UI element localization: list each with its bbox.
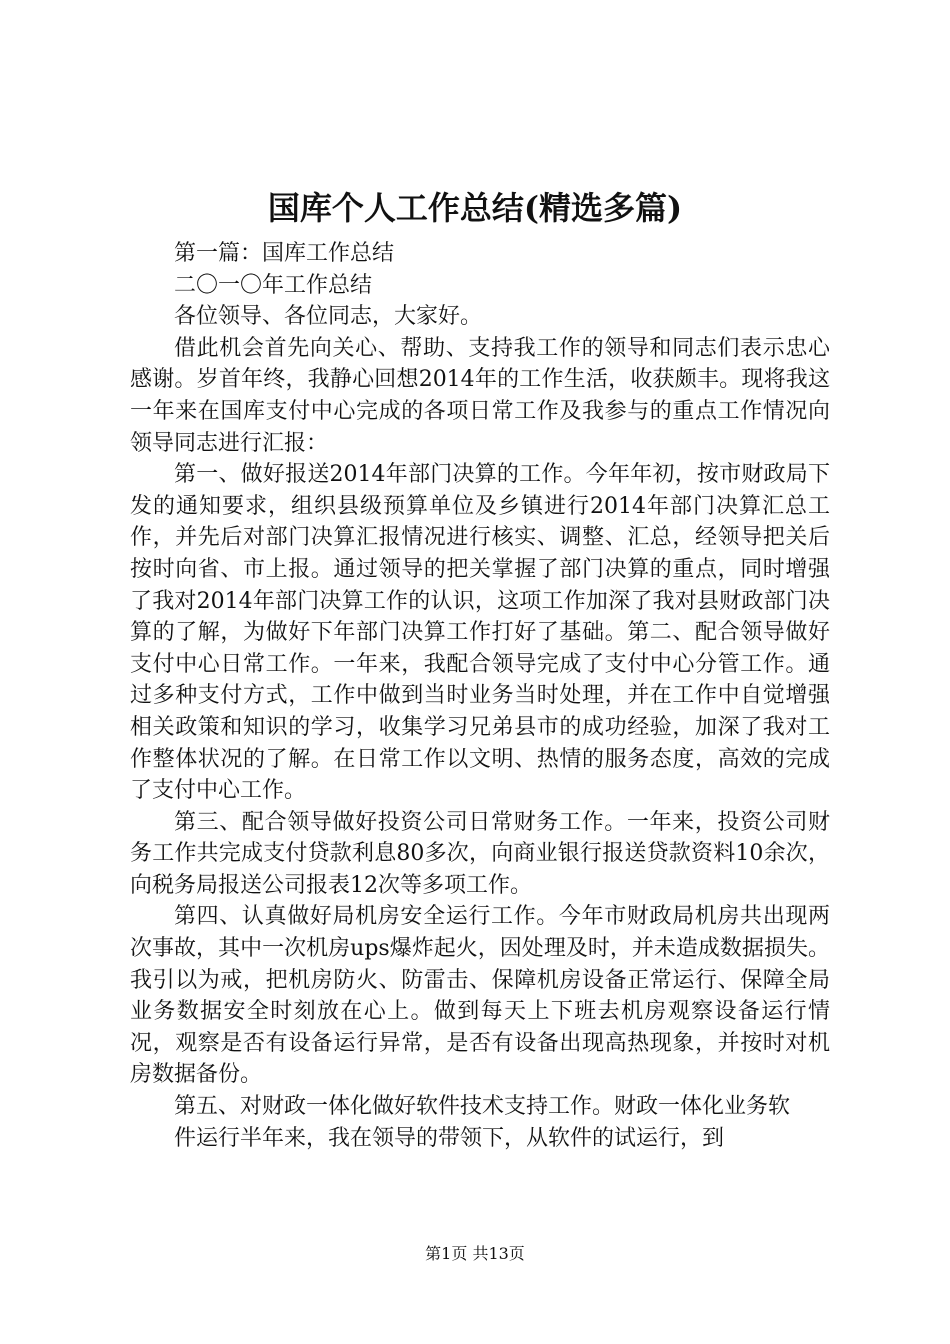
paragraph-report-title: 二〇一〇年工作总结: [174, 272, 373, 298]
document-title: 国库个人工作总结(精选多篇): [267, 189, 683, 227]
paragraph-item-four: 第四、认真做好局机房安全运行工作。今年市财政局机房共出现两次事故，其中一次机房ups爆炸起火，因处理及时，并未造成数据损失。我引以为戒，把机房防火、防雷击、保障机房设备正常运行、保障全局业务数据安全时刻放在心上。做到每天上下班去机房观察设备运行情况，观察是否有设备运行异常，是否有设备出现高热现象，并按时对机房数据备份。: [130, 904, 830, 1088]
paragraph-item-one-two: 第一、做好报送2014年部门决算的工作。今年年初，按市财政局下发的通知要求，组织县级预算单位及乡镇进行2014年部门决算汇总工作，并先后对部门决算汇报情况进行核实、调整、汇总，经领导把关后按时向省、市上报。通过领导的把关掌握了部门决算的重点，同时增强了我对2014年部门决算工作的认识，这项工作加深了我对县财政部门决算的了解，为做好下年部门决算工作打好了基础。第二、配合领导做好支付中心日常工作。一年来，我配合领导完成了支付中心分管工作。通过多种支付方式，工作中做到当时业务当时处理，并在工作中自觉增强相关政策和知识的学习，收集学习兄弟县市的成功经验，加深了我对工作整体状况的了解。在日常工作以文明、热情的服务态度，高效的完成了支付中心工作。: [130, 462, 830, 804]
paragraph-introduction: 借此机会首先向关心、帮助、支持我工作的领导和同志们表示忠心感谢。岁首年终，我静心回想2014年的工作生活，收获颇丰。现将我这一年来在国库支付中心完成的各项日常工作及我参与的重点工作情况向领导同志进行汇报：: [130, 335, 830, 456]
paragraph-chapter-heading: 第一篇：国库工作总结: [174, 241, 395, 266]
paragraph-continuation: 件运行半年来，我在领导的带领下，从软件的试运行，到: [174, 1125, 725, 1151]
paragraph-greeting: 各位领导、各位同志，大家好。: [174, 304, 483, 330]
page-footer: 第1页 共13页: [425, 1244, 525, 1263]
document-body: [130, 238, 830, 1154]
paragraph-item-five: 第五、对财政一体化做好软件技术支持工作。财政一体化业务软: [174, 1094, 791, 1120]
paragraph-item-three: 第三、配合领导做好投资公司日常财务工作。一年来，投资公司财务工作共完成支付贷款利息80多次，向商业银行报送贷款资料10余次，向税务局报送公司报表12次等多项工作。: [130, 809, 830, 898]
